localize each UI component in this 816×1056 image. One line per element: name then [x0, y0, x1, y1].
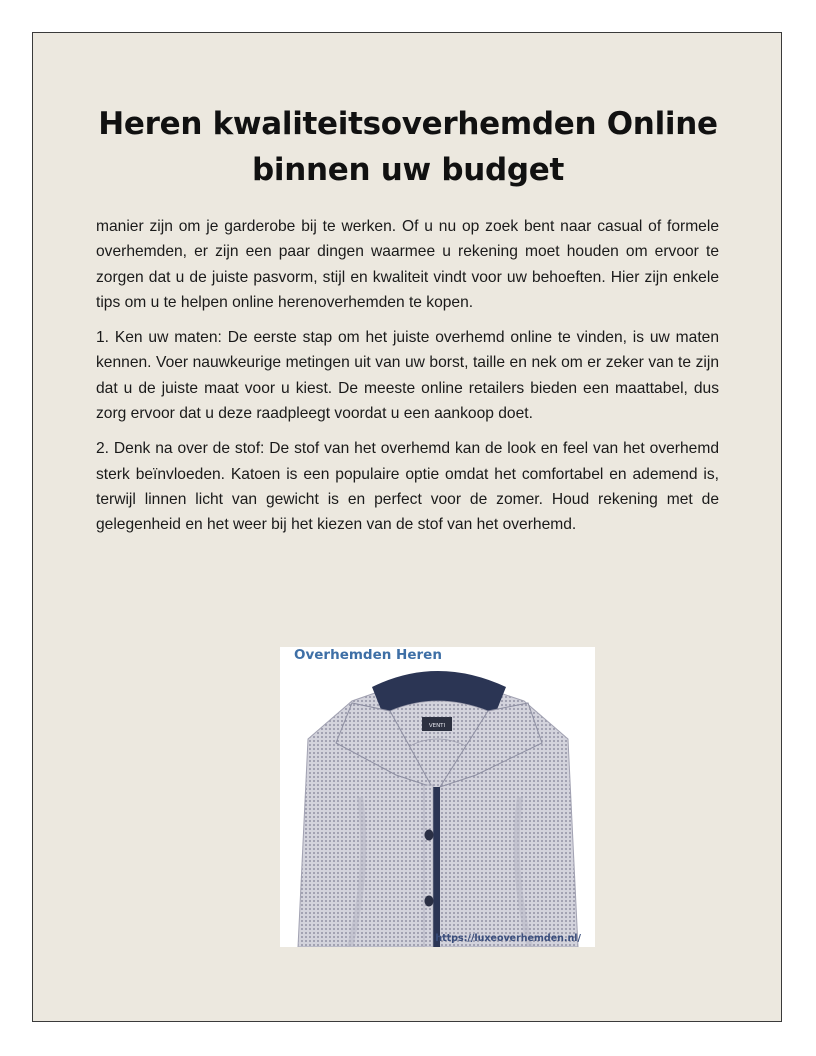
shirt-button	[425, 830, 434, 841]
paragraph-tip-2: 2. Denk na over de stof: De stof van het overhemd kan de look en feel van het overhemd sterk beïnvloeden. Katoen is een populaire optie omdat het comfortabel en ademend is, terwijl linnen licht van gewicht is en perfect voor de zomer. Houd rekening met de gelegenheid en het weer bij het kiezen van de stof van het overhemd.	[96, 440, 719, 534]
paragraph-tip-1: 1. Ken uw maten: De eerste stap om het juiste overhemd online te vinden, is uw maten kennen. Voer nauwkeurige metingen uit van uw borst, taille en nek om er zeker van te zijn dat u de juiste maat voor u kiest. De meeste online retailers bieden een maattabel, dus zorg ervoor dat u deze raadpleegt voordat u een aankoop doet.	[96, 329, 719, 423]
document-body	[96, 214, 719, 548]
document-page	[32, 32, 782, 1022]
paragraph-intro: manier zijn om je garderobe bij te werken. Of u nu op zoek bent naar casual of formele overhemden, er zijn een paar dingen waarmee u rekening moet houden om ervoor te zorgen dat u de juiste pasvorm, stijl en kwaliteit vindt voor uw behoeften. Hier zijn enkele tips om u te helpen online herenoverhemden te kopen.	[96, 218, 719, 311]
image-url-caption: https://luxeoverhemden.nl/	[435, 933, 581, 944]
shirt-image	[280, 647, 595, 947]
shirt-figure	[280, 647, 595, 947]
brand-label-text: VENTI	[428, 723, 446, 729]
image-heading: Overhemden Heren	[294, 647, 442, 663]
document-title: Heren kwaliteitsoverhemden Online binnen uw budget	[98, 106, 718, 188]
placket	[424, 785, 433, 947]
shirt-button	[425, 896, 434, 907]
